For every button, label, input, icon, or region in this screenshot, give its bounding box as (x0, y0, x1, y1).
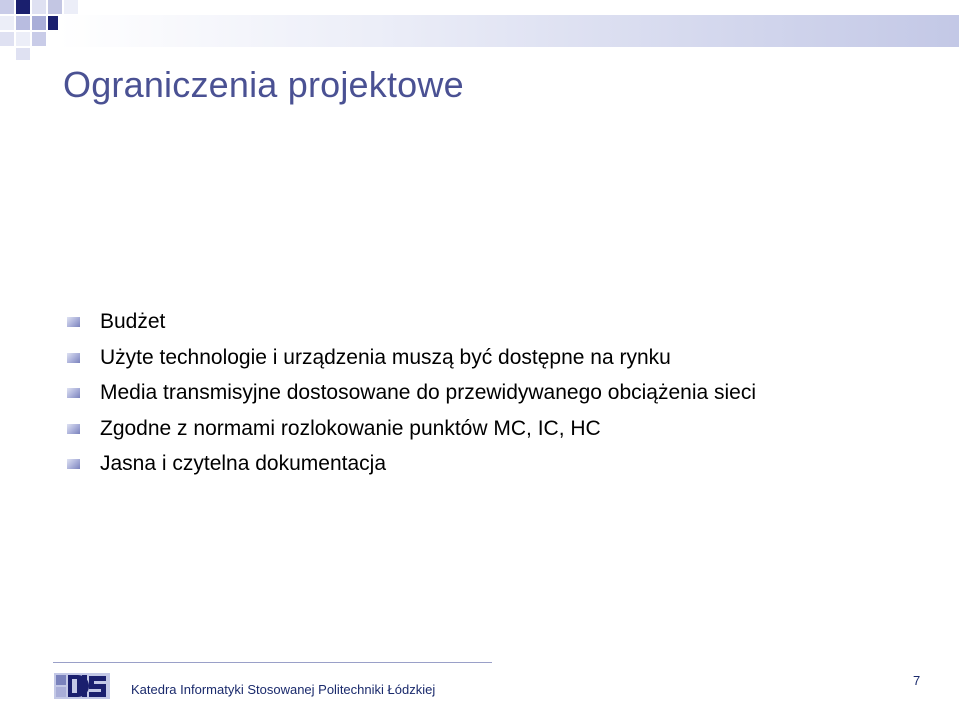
bullet-text: Jasna i czytelna dokumentacja (100, 452, 386, 475)
bullet-text: Użyte technologie i urządzenia muszą być dostępne na rynku (100, 345, 671, 369)
bullet-text: Media transmisyjne dostosowane do przewidywanego obciążenia sieci (100, 381, 757, 404)
kis-logo (54, 671, 110, 701)
bullet-square-icon (67, 388, 80, 398)
bullet-text: Zgodne z normami rozlokowanie punktów MC, IC, HC (100, 416, 601, 440)
slide-title: Ograniczenia projektowe (63, 64, 464, 105)
footer-institution: Katedra Informatyki Stosowanej Politechniki Łódzkiej (131, 682, 436, 697)
bullet-square-icon (67, 459, 80, 469)
header-gradient-bar (58, 15, 959, 47)
bullet-square-icon (67, 353, 80, 363)
page-number: 7 (913, 673, 921, 688)
bullet-square-icon (67, 317, 80, 327)
bullet-square-icon (67, 424, 80, 434)
footer-divider (53, 662, 492, 663)
bullet-text: Budżet (100, 310, 166, 333)
